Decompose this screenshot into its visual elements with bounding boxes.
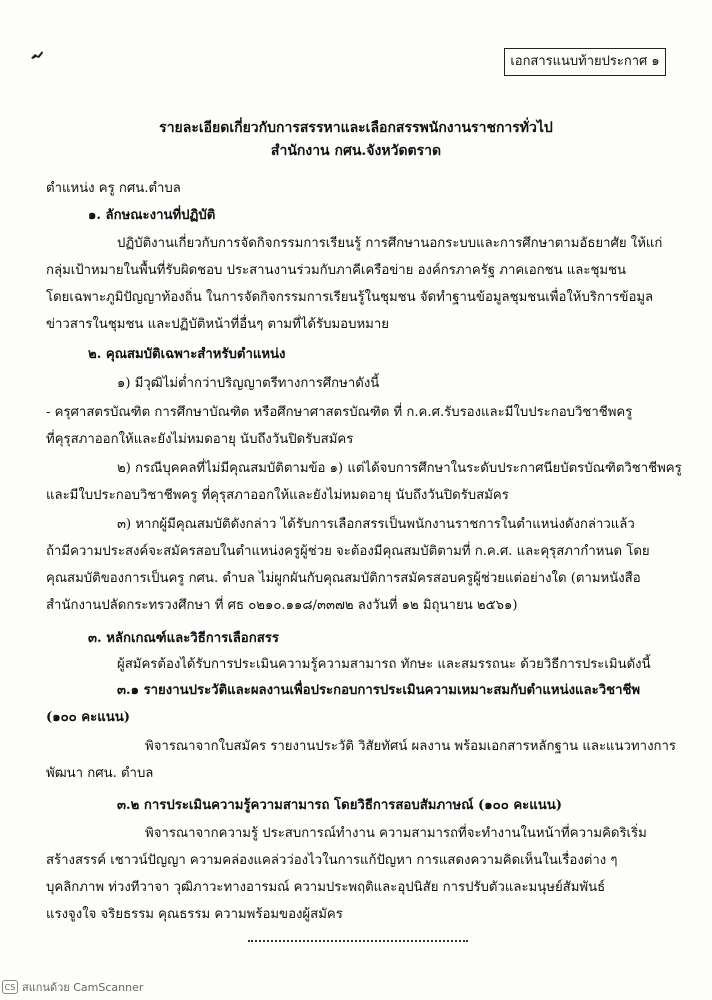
office-name: สำนักงาน กศน.จังหวัดตราด bbox=[270, 143, 442, 159]
section-1-line: ปฏิบัติงานเกี่ยวกับการจัดกิจกรรมการเรียนรู้ การศึกษานอกระบบและการศึกษาตามอัธยาศัย ให้แก่ bbox=[117, 236, 663, 251]
section-3-1-line: พัฒนา กศน. ตำบล bbox=[46, 766, 154, 781]
section-3-1-heading: ๓.๑ รายงานประวัติและผลงานเพื่อประกอบการประเมินความเหมาะสมกับตำแหน่งและวิชาชีพ bbox=[117, 683, 641, 698]
section-1-line: กลุ่มเป้าหมายในพื้นที่รับผิดชอบ ประสานงานร่วมกับภาคีเครือข่าย องค์กรภาครัฐ ภาคเอกชน และชุมชน bbox=[46, 263, 627, 278]
section-1-heading: ๑. ลักษณะงานที่ปฏิบัติ bbox=[88, 208, 216, 223]
ink-speck-icon bbox=[30, 50, 44, 60]
position-line: ตำแหน่ง ครู กศน.ตำบล bbox=[46, 181, 181, 196]
section-1-line: ข่าวสารในชุมชน และปฏิบัติหน้าที่อื่นๆ ตามที่ได้รับมอบหมาย bbox=[46, 317, 389, 332]
section-2-heading: ๒. คุณสมบัติเฉพาะสำหรับตำแหน่ง bbox=[88, 347, 286, 362]
camscanner-logo-icon: CS bbox=[2, 980, 18, 994]
section-3-2-line: บุคลิกภาพ ท่วงทีวาจา วุฒิภาวะทางอารมณ์ ความประพฤติและอุปนิสัย การปรับตัวและมนุษย์สัมพันธ์ bbox=[46, 880, 606, 895]
section-2-line: ถ้ามีความประสงค์จะสมัครสอบในตำแหน่งครูผู้ช่วย จะต้องมีคุณสมบัติตามที่ ก.ค.ศ. และคุรุสภากำหนด โดย bbox=[46, 544, 650, 559]
camscanner-watermark bbox=[2, 978, 143, 996]
section-3-2-heading: ๓.๒ การประเมินความรู้ความสามารถ โดยวิธีการสอบสัมภาษณ์ (๑๐๐ คะแนน) bbox=[117, 798, 563, 813]
section-3-2-line: แรงจูงใจ จริยธรรม คุณธรรม ความพร้อมของผู้สมัคร bbox=[46, 907, 343, 922]
section-3-2-line: สร้างสรรค์ เชาวน์ปัญญา ความคล่องแคล่วว่องไวในการแก้ปัญหา การแสดงความคิดเห็นในเรื่องต่าง ๆ bbox=[46, 853, 618, 868]
section-3-1-points: (๑๐๐ คะแนน) bbox=[46, 710, 130, 725]
section-2-line: - ครุศาสตรบัณฑิต การศึกษาบัณฑิต หรือศึกษาศาสตรบัณฑิต ที่ ก.ค.ศ.รับรองและมีใบประกอบวิชาชีพครู bbox=[46, 405, 633, 420]
section-2-line: สำนักงานปลัดกระทรวงศึกษา ที่ ศธ ๐๒๑๐.๑๑๘/๓๓๗๒ ลงวันที่ ๑๒ มิถุนายน ๒๕๖๑) bbox=[46, 598, 518, 613]
document-title: รายละเอียดเกี่ยวกับการสรรหาและเลือกสรรพนักงานราชการทั่วไป bbox=[159, 120, 553, 136]
section-3-heading: ๓. หลักเกณฑ์และวิธีการเลือกสรร bbox=[88, 631, 279, 646]
section-2-line: คุณสมบัติของการเป็นครู กศน. ตำบล ไม่ผูกผันกับคุณสมบัติการสมัครสอบครูผู้ช่วยแต่อย่างใด (ตามหนังสือ bbox=[46, 571, 641, 586]
section-2-line: ๓) หากผู้มีคุณสมบัติดังกล่าว ได้รับการเลือกสรรเป็นพนักงานราชการในตำแหน่งดังกล่าวแล้ว bbox=[117, 517, 635, 532]
section-3-2-line: พิจารณาจากความรู้ ประสบการณ์ทำงาน ความสามารถที่จะทำงานในหน้าที่ความคิดริเริ่ม bbox=[145, 826, 647, 841]
section-3-intro: ผู้สมัครต้องได้รับการประเมินความรู้ความสามารถ ทักษะ และสมรรถนะ ด้วยวิธีการประเมินดังนี้ bbox=[117, 657, 651, 672]
section-2-line: และมีใบประกอบวิชาชีพครู ที่คุรุสภาออกให้และยังไม่หมดอายุ นับถึงวันปิดรับสมัคร bbox=[46, 488, 509, 503]
section-2-line: ที่คุรุสภาออกให้และยังไม่หมดอายุ นับถึงวันปิดรับสมัคร bbox=[46, 432, 354, 447]
section-3-1-line: พิจารณาจากใบสมัคร รายงานประวัติ วิสัยทัศน์ ผลงาน พร้อมเอกสารหลักฐาน และแนวทางการ bbox=[145, 739, 676, 754]
camscanner-text: สแกนด้วย CamScanner bbox=[22, 981, 144, 994]
section-2-line: ๒) กรณีบุคคลที่ไม่มีคุณสมบัติตามข้อ ๑) แต่ได้จบการศึกษาในระดับประกาศนียบัตรบัณฑิตวิชาชีพครู bbox=[117, 461, 682, 476]
section-2-line: ๑) มีวุฒิไม่ต่ำกว่าปริญญาตรีทางการศึกษาดังนี้ bbox=[117, 376, 380, 391]
section-1-line: โดยเฉพาะภูมิปัญญาท้องถิ่น ในการจัดกิจกรรมการเรียนรู้ในชุมชน จัดทำฐานข้อมูลชุมชนเพื่อให้บริการข้อมูล bbox=[46, 290, 654, 305]
dotted-divider bbox=[248, 940, 468, 942]
attachment-label: เอกสารแนบท้ายประกาศ ๑ bbox=[504, 48, 666, 76]
